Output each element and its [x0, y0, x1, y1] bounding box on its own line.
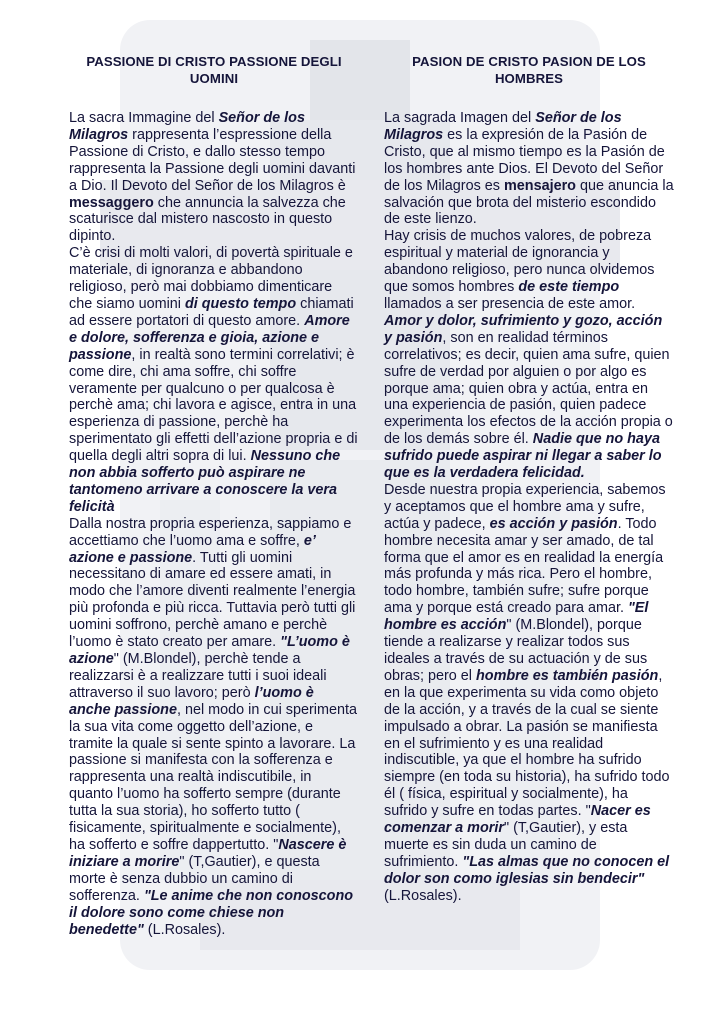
emphasis-text: Amore e dolore, sofferenza e gioia, azione e passione	[69, 312, 350, 363]
paragraph	[69, 245, 359, 516]
spanish-body	[384, 110, 674, 905]
paragraph	[69, 516, 359, 939]
body-text: (L.Rosales).	[384, 887, 462, 904]
italian-column	[69, 54, 359, 938]
emphasis-text: "El hombre es acción	[384, 600, 649, 634]
emphasis-text: Señor de los Milagros	[69, 110, 305, 143]
emphasis-text: messaggero	[69, 194, 154, 211]
body-text: que anuncia la salvación que brota del misterio escondido de este lienzo.	[384, 177, 674, 228]
emphasis-text: "Las almas que no conocen el dolor son como iglesias sin bendecir"	[384, 853, 670, 887]
body-text: , son en realidad términos correlativos; es decir, quien ama sufre, quien sufre de verdad por alguien o por algo es porque ama; quien obra y actúa, entra en una experiencia de pasión, quien padece experimenta los efectos de la acción propia o de los demás sobre él.	[384, 329, 673, 448]
emphasis-text: Nascere è iniziare a morire	[69, 836, 347, 870]
body-text: Desde nuestra propia experiencia, sabemos y aceptamos que el hombre ama y sufre, actúa y padece,	[384, 481, 666, 532]
body-text: C’è crisi di molti valori, di povertà spirituale e materiale, di ignoranza e abbandono religioso, però mai dobbiamo dimenticare che siamo uomini	[69, 245, 353, 312]
body-text: , en la que experimenta su vida como objeto de la acción, y a través de la cual se siente impulsado a obrar. La pasión se manifiesta en el sufrimiento y es una realidad indiscutible, ya que el hombre ha sufrido siempre (en toda su historia), ha sufrido todo él ( física, espiritual y socialmente), ha sufrido y sufre en todas partes. "	[384, 667, 670, 820]
italian-body	[69, 110, 359, 938]
body-text: La sacra Immagine del	[69, 110, 219, 126]
emphasis-text: Amor y dolor, sufrimiento y gozo, acción y pasión	[384, 312, 663, 346]
emphasis-text: es acción y pasión	[489, 515, 618, 532]
emphasis-text: "Le anime che non conoscono il dolore sono come chiese non benedette"	[69, 887, 354, 938]
paragraph	[384, 110, 674, 228]
spanish-column	[384, 54, 674, 905]
body-text: rappresenta l’espressione della Passione di Cristo, e dallo stesso tempo rappresenta la Passione degli uomini davanti a Dio. Il Devoto del Señor de los Milagros è	[69, 126, 356, 194]
body-text: Dalla nostra propria esperienza, sappiamo e accettiamo che l’uomo ama e soffre,	[69, 515, 352, 549]
body-text: " (M.Blondel), porque tiende a realizarse y realizar todos sus ideales a través de su actuación y de sus obras; pero el	[384, 617, 648, 684]
emphasis-text: Nacer es comenzar a morir	[384, 803, 651, 837]
emphasis-text: Nessuno che non abbia sofferto può aspirare ne tantomeno arrivare a conoscere la vera felicità	[69, 448, 341, 515]
body-text: La sagrada Imagen del	[384, 110, 536, 126]
emphasis-text: l’uomo è anche passione	[69, 684, 314, 718]
body-text: " (T,Gautier), y esta muerte es sin duda un camino de sufrimiento.	[384, 820, 628, 870]
emphasis-text: de este tiempo	[518, 279, 620, 296]
body-text: (L.Rosales).	[143, 921, 226, 938]
emphasis-text: mensajero	[503, 177, 576, 194]
paragraph	[384, 228, 674, 482]
body-text: Hay crisis de muchos valores, de pobreza espiritual y material de ignorancia y abandono religioso, pero nunca olvidemos que somos hombres	[384, 228, 655, 296]
body-text: chiamati ad essere portatori di questo amore.	[69, 295, 354, 329]
body-text: " (T,Gautier), e questa morte è senza dubbio un camino di sofferenza.	[69, 853, 320, 904]
body-text: . Tutti gli uomini necessitano di amare ed essere amati, in modo che l’amore diventi realmente l’energia più profonda e più ricca. Tuttavia però tutti gli uomini soffrono, perchè amano e perchè l’uomo è stato creato per amare.	[69, 549, 356, 651]
body-text: , in realtà sono termini correlativi; è come dire, chi ama soffre, chi soffre veramente per qualcuno o per qualcosa è perchè ama; chi lavora e agisce, entra in una esperienza di passione, perchè ha sperimentato gli effetti dell’azione propria e di quella degli altri sopra di lui.	[69, 346, 358, 465]
body-text: , nel modo in cui sperimenta la sua vita come oggetto dell’azione, e tramite la quale si sente spinto a lavorare. La passione si manifesta con la sofferenza e rappresenta una realtà indiscutibile, in quanto l’uomo ha sofferto sempre (durante tutta la sua storia), ho sofferto tutto ( fisicamente, spiritualmente e socialmente), ha sofferto e soffre dappertutto. "	[69, 701, 357, 853]
emphasis-text: Señor de los Milagros	[384, 110, 622, 143]
italian-title: PASSIONE DI CRISTO PASSIONE DEGLI UOMINI	[86, 54, 342, 86]
emphasis-text: hombre es también pasión	[476, 667, 659, 684]
emphasis-text: "L’uomo è azione	[69, 634, 350, 667]
body-text: llamados a ser presencia de este amor.	[384, 295, 636, 312]
body-text: es la expresión de la Pasión de Cristo, que al mismo tiempo es la Pasión de los hombres ante Dios. El Devoto del Señor de los Milagros es	[384, 126, 665, 194]
paragraph	[384, 482, 674, 905]
paragraph	[69, 110, 359, 245]
emphasis-text: e’ azione e passione	[69, 532, 316, 566]
body-text: . Todo hombre necesita amar y ser amado, de tal forma que el amor es en realidad la energía más profunda y más rica. Pero el hombre, todo hombre, también sufre; sufre porque ama y porque está creado para amar.	[384, 515, 664, 617]
emphasis-text: di questo tempo	[184, 295, 297, 312]
body-text: " (M.Blondel), perchè tende a realizzarsi è a realizzare tutti i suoi ideali attraverso il suo lavoro; però	[69, 651, 327, 701]
body-text: che annuncia la salvezza che scaturisce dal mistero nascosto in questo dipinto.	[69, 194, 346, 245]
emphasis-text: Nadie que no haya sufrido puede aspirar ni llegar a saber lo que es la verdadera felicidad.	[384, 431, 662, 482]
spanish-title: PASION DE CRISTO PASION DE LOS HOMBRES	[412, 54, 646, 86]
